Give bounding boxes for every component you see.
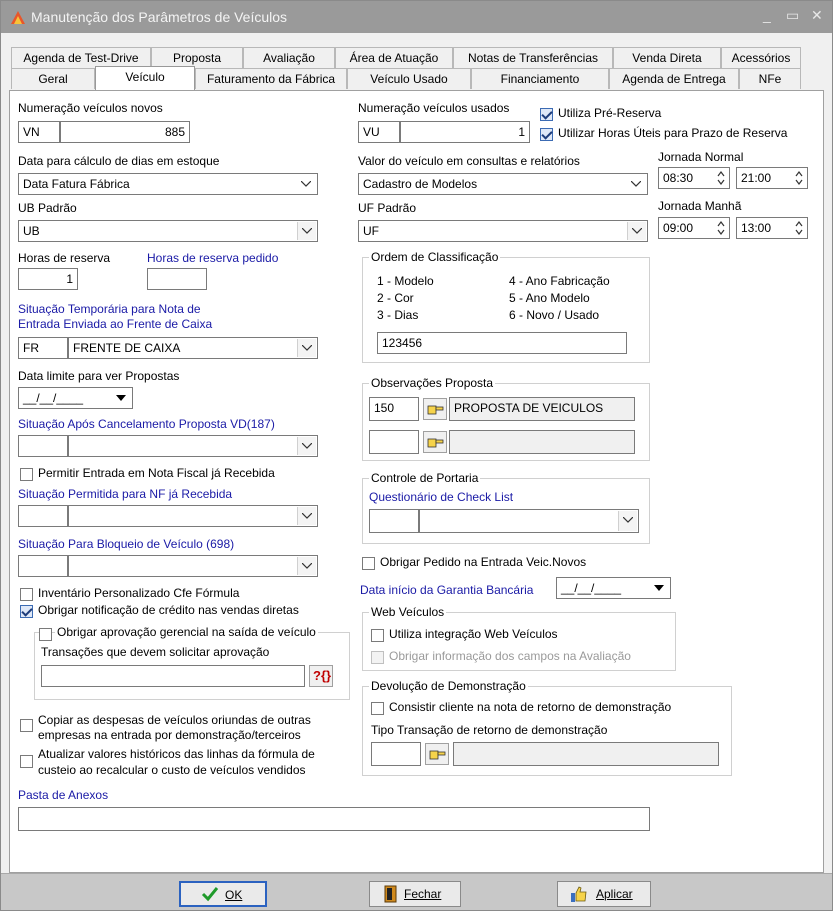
spin-arrows-icon[interactable] [717, 220, 725, 236]
uf-padrao-label: UF Padrão [358, 201, 417, 215]
aprovacao-group [34, 625, 350, 700]
web-veiculos-integracao-checkbox[interactable] [371, 629, 384, 642]
pasta-anexos-label: Pasta de Anexos [18, 788, 109, 802]
questionario-label: Questionário de Check List [369, 490, 514, 504]
chevron-down-icon[interactable] [627, 175, 646, 193]
web-veiculos-integracao-label: Utiliza integração Web Veículos [389, 627, 558, 641]
jornada-manha-end-value: 13:00 [741, 221, 772, 235]
tab-venda-direta[interactable]: Venda Direta [613, 47, 721, 68]
chevron-down-icon[interactable] [297, 175, 316, 193]
uf-padrao-value: UF [363, 224, 379, 238]
atualizar-valores-checkbox[interactable] [20, 755, 33, 768]
valor-veiculo-select[interactable] [358, 173, 648, 195]
data-garantia-label: Data início da Garantia Bancária [360, 583, 534, 597]
situacao-cancel-code[interactable] [18, 435, 68, 457]
permitir-entrada-checkbox[interactable] [20, 468, 33, 481]
title-bar [1, 1, 832, 33]
obs-proposta-lookup-2[interactable] [423, 431, 447, 453]
tab-area-de-atuacao[interactable]: Área de Atuação [335, 47, 453, 68]
situacao-nf-select[interactable] [68, 505, 318, 527]
controle-portaria-group [362, 471, 650, 544]
num-novos-prefix[interactable]: VN [18, 121, 60, 143]
horas-reserva-pedido-label: Horas de reserva pedido [147, 251, 279, 265]
window-title: Manutenção dos Parâmetros de Veículos [31, 9, 288, 25]
lookup-icon: ?{} [313, 668, 332, 683]
jornada-normal-end[interactable] [736, 167, 808, 189]
questionario-select[interactable] [419, 509, 639, 533]
horas-uteis-label: Utilizar Horas Úteis para Prazo de Reserva [558, 126, 788, 140]
ordem-item: 2 - Cor [377, 291, 414, 305]
maximize-icon[interactable]: ▭ [786, 7, 800, 23]
pasta-anexos-field[interactable] [18, 807, 650, 831]
copiar-despesas-checkbox[interactable] [20, 719, 33, 732]
obs-proposta-group [362, 376, 650, 461]
tab-avaliacao[interactable]: Avaliação [243, 47, 335, 68]
situacao-nf-label: Situação Permitida para NF já Recebida [18, 487, 233, 501]
minimize-icon[interactable]: _ [763, 7, 771, 23]
inventario-label: Inventário Personalizado Cfe Fórmula [38, 586, 240, 600]
permitir-entrada-label: Permitir Entrada em Nota Fiscal já Recebida [38, 466, 275, 480]
pointing-hand-icon [427, 402, 444, 416]
num-usados-prefix[interactable]: VU [358, 121, 400, 143]
horas-reserva-label: Horas de reserva [18, 251, 111, 265]
ordem-group [362, 250, 650, 363]
data-limite-picker[interactable] [18, 387, 133, 409]
tab-geral[interactable]: Geral [11, 68, 95, 89]
data-limite-label: Data limite para ver Propostas [18, 369, 180, 383]
ordem-item: 4 - Ano Fabricação [509, 274, 610, 288]
num-usados-label: Numeração veículos usados [358, 101, 510, 115]
data-calculo-select[interactable] [18, 173, 318, 195]
web-veiculos-title: Web Veículos [371, 605, 445, 619]
jornada-normal-start-value: 08:30 [663, 171, 694, 185]
pointing-hand-icon [429, 747, 446, 761]
situacao-temp-select[interactable] [68, 337, 318, 359]
situacao-bloqueio-code[interactable] [18, 555, 68, 577]
tab-agenda-de-test-drive[interactable]: Agenda de Test-Drive [11, 47, 151, 68]
situacao-temp-value: FRENTE DE CAIXA [73, 341, 181, 355]
data-calculo-label: Data para cálculo de dias em estoque [18, 154, 220, 168]
jornada-manha-start-value: 09:00 [663, 221, 694, 235]
tipo-transacao-lookup[interactable] [425, 743, 449, 765]
tab-agenda-de-entrega[interactable]: Agenda de Entrega [609, 68, 739, 89]
jornada-manha-label: Jornada Manhã [658, 199, 742, 213]
chevron-down-icon[interactable] [297, 557, 316, 575]
tab-financiamento[interactable]: Financiamento [471, 68, 609, 89]
tipo-transacao-label: Tipo Transação de retorno de demonstração [371, 723, 608, 737]
ub-padrao-value: UB [23, 224, 40, 238]
controle-portaria-title: Controle de Portaria [371, 471, 479, 485]
obrigar-notificacao-label: Obrigar notificação de crédito nas vendas diretas [38, 603, 299, 617]
aplicar-button[interactable] [557, 881, 651, 907]
ordem-item: 6 - Novo / Usado [509, 308, 600, 322]
spin-arrows-icon[interactable] [795, 220, 803, 236]
chevron-down-icon[interactable] [297, 339, 316, 357]
tipo-transacao-desc [453, 742, 719, 766]
tab-panel-veiculo [9, 90, 824, 873]
ok-button[interactable] [179, 881, 267, 907]
footer-bar [1, 873, 832, 910]
jornada-normal-end-value: 21:00 [741, 171, 772, 185]
tab-veiculo[interactable]: Veículo [95, 66, 195, 90]
web-veiculos-group [362, 605, 676, 671]
copiar-despesas-label-1: Copiar as despesas de veículos oriundas de outras [38, 713, 311, 727]
close-icon[interactable]: ✕ [811, 7, 823, 23]
spin-arrows-icon[interactable] [717, 170, 725, 186]
aplicar-label: Aplicar [596, 887, 633, 901]
ordem-title: Ordem de Classificação [371, 250, 499, 264]
chevron-down-icon[interactable] [297, 507, 316, 525]
app-logo-icon [9, 8, 27, 26]
thumbs-up-icon [570, 885, 588, 903]
obs-proposta-code-1[interactable]: 150 [369, 397, 419, 421]
tipo-transacao-code[interactable] [371, 742, 421, 766]
door-exit-icon [384, 885, 398, 903]
obs-proposta-desc-2 [449, 430, 635, 454]
spin-arrows-icon[interactable] [795, 170, 803, 186]
tab-veiculo-usado[interactable]: Veículo Usado [347, 68, 471, 89]
situacao-temp-code[interactable]: FR [18, 337, 68, 359]
obs-proposta-lookup-1[interactable] [423, 398, 447, 420]
calendar-dropdown-icon[interactable] [112, 389, 131, 407]
aprovacao-label: Obrigar aprovação gerencial na saída de veículo [57, 625, 316, 639]
uf-padrao-select[interactable] [358, 220, 648, 242]
chevron-down-icon[interactable] [297, 222, 316, 240]
checkmark-icon [201, 886, 219, 902]
aprovacao-sub-label: Transações que devem solicitar aprovação [41, 645, 270, 659]
fechar-button[interactable] [369, 881, 461, 907]
situacao-cancel-select[interactable] [68, 435, 318, 457]
obs-proposta-code-2[interactable] [369, 430, 419, 454]
horas-uteis-checkbox[interactable] [540, 128, 553, 141]
chevron-down-icon[interactable] [297, 437, 316, 455]
jornada-normal-start[interactable] [658, 167, 730, 189]
obs-proposta-desc-1: PROPOSTA DE VEICULOS [449, 397, 635, 421]
ordem-item: 3 - Dias [377, 308, 419, 322]
obrigar-notificacao-checkbox[interactable] [20, 605, 33, 618]
tab-acessorios[interactable]: Acessórios [721, 47, 801, 68]
pointing-hand-icon [427, 435, 444, 449]
num-usados-field[interactable]: 1 [400, 121, 530, 143]
devolucao-title: Devolução de Demonstração [371, 679, 526, 693]
web-veiculos-avaliacao-label: Obrigar informação dos campos na Avaliação [389, 649, 631, 663]
tab-proposta[interactable]: Proposta [151, 47, 243, 68]
situacao-bloqueio-label: Situação Para Bloqueio de Veículo (698) [18, 537, 235, 551]
jornada-normal-label: Jornada Normal [658, 150, 744, 164]
valor-veiculo-value: Cadastro de Modelos [363, 177, 478, 191]
inventario-checkbox[interactable] [20, 588, 33, 601]
tab-notas-de-transferencias[interactable]: Notas de Transferências [453, 47, 613, 68]
obrigar-pedido-label: Obrigar Pedido na Entrada Veic.Novos [380, 555, 587, 569]
chevron-down-icon[interactable] [627, 222, 646, 240]
jornada-manha-start[interactable] [658, 217, 730, 239]
ordem-item: 5 - Ano Modelo [509, 291, 590, 305]
data-calculo-value: Data Fatura Fábrica [23, 177, 130, 191]
data-garantia-picker[interactable] [556, 577, 671, 599]
consistir-cliente-checkbox[interactable] [371, 702, 384, 715]
situacao-temp-label-1: Situação Temporária para Nota de [18, 302, 201, 316]
situacao-temp-label-2: Entrada Enviada ao Frente de Caixa [18, 317, 213, 331]
questionario-code[interactable] [369, 509, 419, 533]
valor-veiculo-label: Valor do veículo em consultas e relatórios [358, 154, 580, 168]
data-limite-value: __/__/____ [23, 391, 84, 405]
horas-reserva-field[interactable]: 1 [18, 268, 78, 290]
aprovacao-checkbox[interactable] [39, 628, 52, 641]
num-novos-field[interactable]: 885 [60, 121, 190, 143]
horas-reserva-pedido-field[interactable] [147, 268, 207, 290]
jornada-manha-end[interactable] [736, 217, 808, 239]
ok-label: OK [225, 888, 243, 902]
fechar-label: Fechar [404, 887, 442, 901]
obrigar-pedido-checkbox[interactable] [362, 557, 375, 570]
consistir-cliente-label: Consistir cliente na nota de retorno de demonstração [389, 700, 672, 714]
situacao-cancel-label: Situação Após Cancelamento Proposta VD(187) [18, 417, 275, 431]
tab-nfe[interactable]: NFe [739, 68, 801, 89]
tab-faturamento-da-fabrica[interactable]: Faturamento da Fábrica [195, 68, 347, 89]
calendar-dropdown-icon[interactable] [650, 579, 669, 597]
devolucao-group [362, 679, 732, 776]
web-veiculos-avaliacao-checkbox[interactable] [371, 651, 384, 664]
obs-proposta-title: Observações Proposta [371, 376, 494, 390]
num-novos-label: Numeração veículos novos [18, 101, 163, 115]
data-garantia-value: __/__/____ [561, 581, 622, 595]
chevron-down-icon[interactable] [618, 511, 637, 531]
atualizar-valores-label-2: custeio ao recalcular o custo de veículos vendidos [38, 763, 306, 777]
ub-padrao-select[interactable] [18, 220, 318, 242]
transacoes-aprovacao-field[interactable] [41, 665, 305, 687]
situacao-bloqueio-select[interactable] [68, 555, 318, 577]
atualizar-valores-label-1: Atualizar valores históricos das linhas da fórmula de [38, 747, 315, 761]
pre-reserva-checkbox[interactable] [540, 108, 553, 121]
ordem-field[interactable]: 123456 [377, 332, 627, 354]
ordem-item: 1 - Modelo [377, 274, 434, 288]
situacao-nf-code[interactable] [18, 505, 68, 527]
transacoes-lookup-button[interactable] [309, 665, 333, 687]
pre-reserva-label: Utiliza Pré-Reserva [558, 106, 662, 120]
copiar-despesas-label-2: empresas na entrada por demonstração/terceiros [38, 728, 301, 742]
ub-padrao-label: UB Padrão [18, 201, 77, 215]
